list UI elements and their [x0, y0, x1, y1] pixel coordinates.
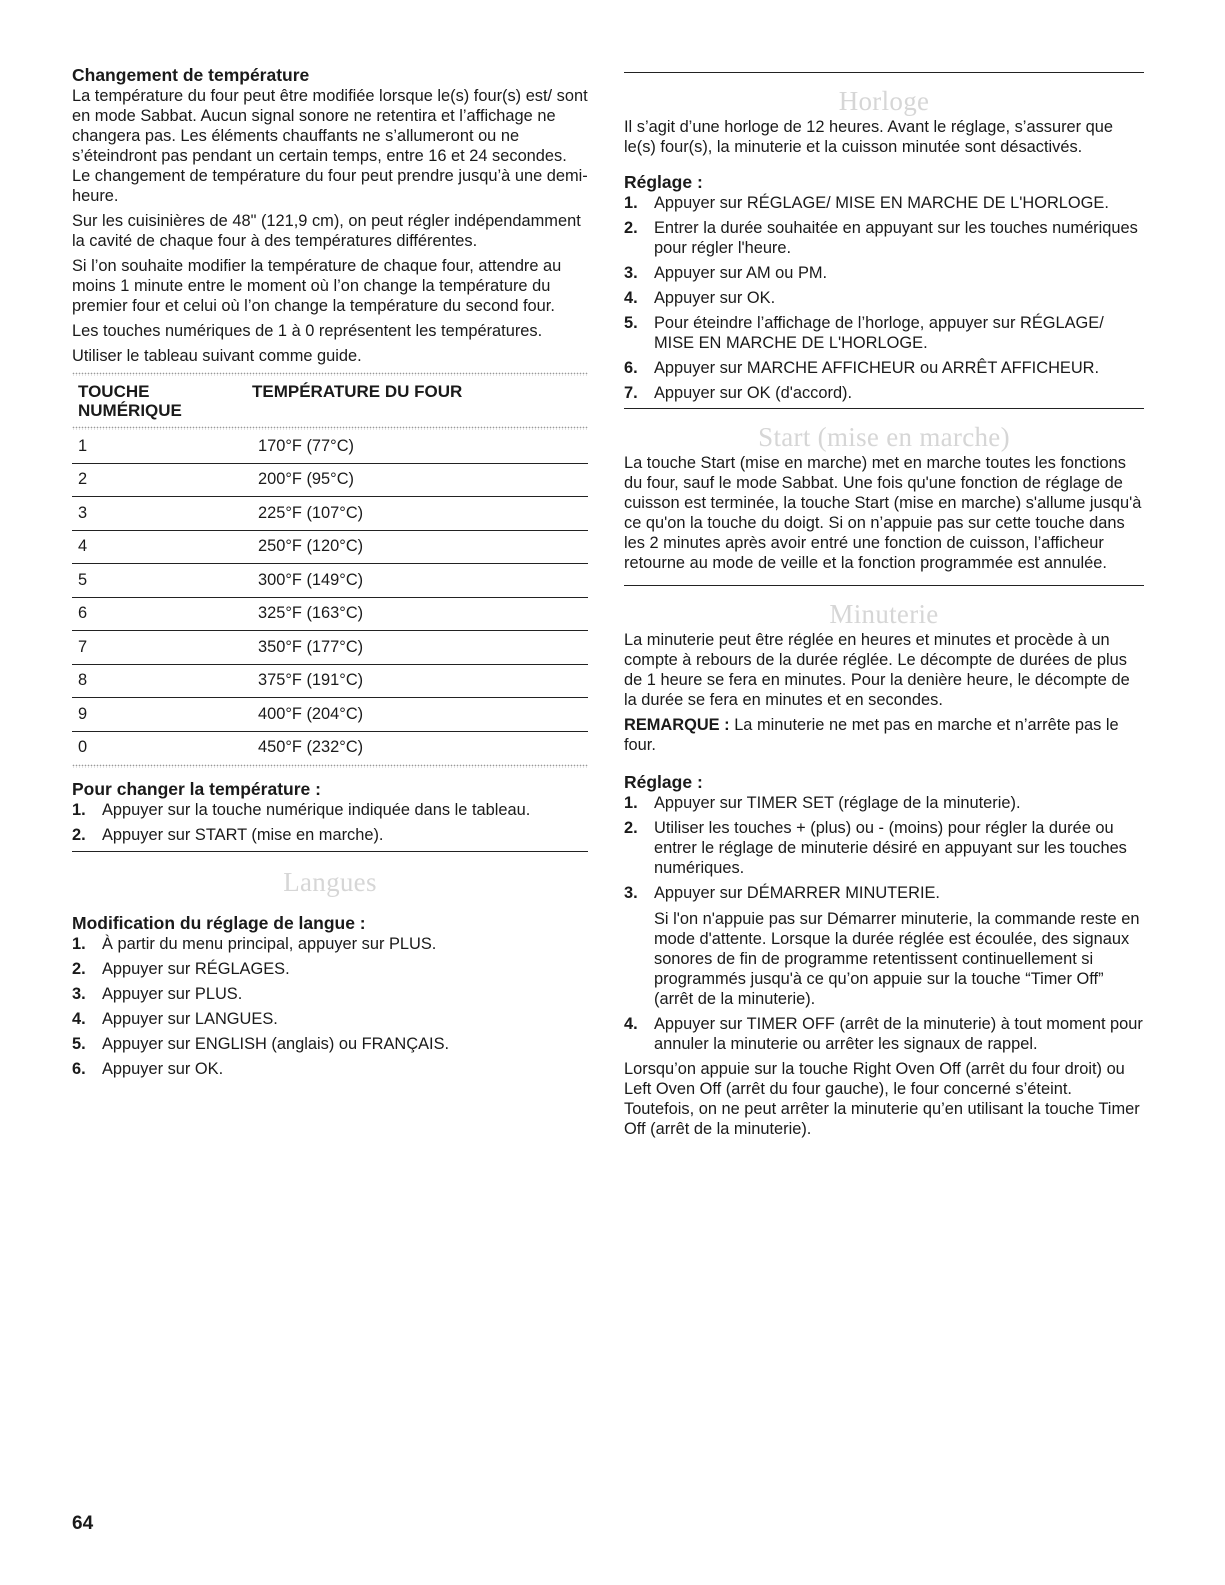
pour-changer-steps — [72, 800, 588, 845]
paragraph: Les touches numériques de 1 à 0 représentent les températures. — [72, 322, 543, 340]
section-divider — [72, 851, 588, 852]
table-row — [72, 497, 588, 531]
section-title-langues: Langues — [283, 867, 377, 897]
step-text: Appuyer sur RÉGLAGE/ MISE EN MARCHE DE L'HORLOGE. — [654, 194, 1109, 212]
temperature-cell: 170°F (77°C) — [258, 436, 355, 455]
step-text: Appuyer sur LANGUES. — [102, 1010, 278, 1028]
table-row — [72, 564, 588, 598]
key-cell: 3 — [78, 503, 88, 522]
horloge-intro: Il s’agit d’une horloge de 12 heures. Avant le réglage, s’assurer que le(s) four(s), la minuterie et la cuisson minutée sont désactivés. — [624, 118, 1114, 156]
step-text: Appuyer sur OK (d'accord). — [654, 384, 853, 402]
list-item: 1. Appuyer sur la touche numérique indiquée dans le tableau. — [72, 801, 531, 819]
step-note: Si l'on n'appuie pas sur Démarrer minuterie, la commande reste en mode d'attente. Lorsque la durée réglée est écoulée, des signaux sonores de fin de programme retentissent continuellement si programmés jusqu'à ce qu’on appuie sur la touche “Timer Off” (arrêt de la minuterie). — [654, 910, 1140, 1008]
section-title-minuterie: Minuterie — [829, 599, 939, 629]
temp-change-heading: Changement de température — [72, 65, 310, 85]
list-item: 3. Appuyer sur DÉMARRER MINUTERIE. Si l'on n'appuie pas sur Démarrer minuterie, la commande reste en mode d'attente. Lorsque la durée réglée est écoulée, des signaux sonores de fin de programme retentissent continuellement si programmés jusqu'à ce qu’on appuie sur la touche “Timer Off” (arrêt de la minuterie). — [624, 883, 1144, 1009]
list-item: 2. Utiliser les touches + (plus) ou - (moins) pour régler la durée ou entrer le réglage de minuterie désiré en appuyant sur les touches numériques. — [624, 819, 1127, 877]
list-item: 1. Appuyer sur TIMER SET (réglage de la minuterie). — [624, 794, 1021, 812]
temperature-cell: 450°F (232°C) — [258, 738, 364, 757]
list-item: 4. Appuyer sur OK. — [624, 289, 776, 307]
step-text: Appuyer sur ENGLISH (anglais) ou FRANÇAIS. — [102, 1035, 450, 1053]
key-cell: 1 — [78, 436, 88, 455]
list-item: 7. Appuyer sur OK (d'accord). — [624, 384, 853, 402]
pour-changer-heading: Pour changer la température : — [72, 779, 321, 799]
list-item: 2. Appuyer sur RÉGLAGES. — [72, 960, 290, 978]
column-header-key: TOUCHE NUMÉRIQUE — [78, 382, 182, 420]
langues-steps — [72, 934, 588, 1079]
list-item: 3. Appuyer sur PLUS. — [72, 985, 243, 1003]
minuterie-closing: Lorsqu’on appuie sur la touche Right Oven Off (arrêt du four droit) ou Left Oven Off (arrêt du four gauche), le four concerné s’éteint. Toutefois, on ne peut arrêter la minuterie qu’en utilisant la touche Timer Off (arrêt de la minuterie). — [624, 1060, 1140, 1138]
key-cell: 6 — [78, 604, 88, 623]
list-item: 2. Entrer la durée souhaitée en appuyant sur les touches numériques pour régler l'heure. — [624, 219, 1138, 257]
page-number: 64 — [72, 1513, 94, 1534]
langues-heading: Modification du réglage de langue : — [72, 913, 366, 933]
list-item: 6. Appuyer sur MARCHE AFFICHEUR ou ARRÊT AFFICHEUR. — [624, 359, 1100, 377]
table-row — [72, 698, 588, 732]
paragraph: Si l’on souhaite modifier la température de chaque four, attendre au moins 1 minute entre le moment où l’on change la température du premier four et celui où l’on change la température du second four. — [72, 257, 562, 315]
temperature-cell: 350°F (177°C) — [258, 637, 364, 656]
key-cell: 8 — [78, 671, 88, 690]
table-row — [72, 430, 588, 464]
step-text: Appuyer sur OK. — [102, 1060, 224, 1078]
temperature-table — [72, 372, 588, 768]
column-header-temperature: TEMPÉRATURE DU FOUR — [252, 382, 463, 401]
table-row — [72, 531, 588, 565]
temperature-cell: 325°F (163°C) — [258, 604, 364, 623]
key-cell: 4 — [78, 537, 88, 556]
table-body — [72, 430, 588, 764]
section-divider — [624, 585, 1144, 586]
step-text: Appuyer sur la touche numérique indiquée dans le tableau. — [102, 801, 531, 819]
list-item: 4. Appuyer sur TIMER OFF (arrêt de la minuterie) à tout moment pour annuler la minuterie ou arrêter les signaux de rappel. — [624, 1015, 1143, 1053]
key-cell: 0 — [78, 738, 88, 757]
list-item: 5. Appuyer sur ENGLISH (anglais) ou FRANÇAIS. — [72, 1035, 450, 1053]
temperature-cell: 225°F (107°C) — [258, 503, 364, 522]
list-item: 6. Appuyer sur OK. — [72, 1060, 224, 1078]
horloge-steps — [624, 193, 1144, 403]
key-cell: 9 — [78, 704, 88, 723]
table-header — [72, 376, 588, 426]
step-text: Pour éteindre l’affichage de l’horloge, appuyer sur RÉGLAGE/ MISE EN MARCHE DE L'HORLOGE. — [654, 314, 1104, 352]
table-row — [72, 732, 588, 765]
temperature-cell: 400°F (204°C) — [258, 704, 364, 723]
minuterie-reglage-heading: Réglage : — [624, 772, 703, 792]
step-text: Appuyer sur RÉGLAGES. — [102, 960, 290, 978]
minuterie-intro: La minuterie peut être réglée en heures et minutes et procède à un compte à rebours de la durée réglée. Le décompte de durées de plus de 1 heure se fera en minutes. Pour la denière heure, le décompte de la durée se fera en minutes et en secondes. — [624, 631, 1130, 709]
step-text: Appuyer sur AM ou PM. — [654, 264, 828, 282]
minuterie-steps — [624, 793, 1144, 1054]
paragraph: Sur les cuisinières de 48" (121,9 cm), on peut régler indépendamment la cavité de chaque four à des températures différentes. — [72, 212, 581, 250]
step-text: À partir du menu principal, appuyer sur PLUS. — [102, 935, 437, 953]
section-divider — [624, 72, 1144, 73]
section-title-start: Start (mise en marche) — [758, 422, 1010, 452]
table-row — [72, 665, 588, 699]
list-item: 2. Appuyer sur START (mise en marche). — [72, 826, 384, 844]
table-row — [72, 598, 588, 632]
horloge-reglage-heading: Réglage : — [624, 172, 703, 192]
temperature-cell: 250°F (120°C) — [258, 537, 364, 556]
section-divider — [624, 408, 1144, 409]
table-row — [72, 631, 588, 665]
remark-label: REMARQUE : — [624, 716, 730, 734]
list-item: 3. Appuyer sur AM ou PM. — [624, 264, 828, 282]
step-text: Appuyer sur MARCHE AFFICHEUR ou ARRÊT AFFICHEUR. — [654, 359, 1100, 377]
step-text: Appuyer sur PLUS. — [102, 985, 243, 1003]
paragraph: La température du four peut être modifiée lorsque le(s) four(s) est/ sont en mode Sabbat. Aucun signal sonore ne retentira et l’affichage ne changera pas. Les éléments chauffants ne s’allumeront ou ne s’éteindront pas pendant un certain temps, entre 16 et 24 secondes. Le changement de température du four peut prendre jusqu’à une demi-heure. — [72, 87, 588, 205]
remark-text: La minuterie ne met pas en marche et n’arrête pas le four. — [624, 716, 1119, 754]
list-item: 4. Appuyer sur LANGUES. — [72, 1010, 278, 1028]
step-text: Appuyer sur OK. — [654, 289, 776, 307]
temperature-cell: 200°F (95°C) — [258, 470, 355, 489]
step-text: Utiliser les touches + (plus) ou - (moins) pour régler la durée ou entrer le réglage de minuterie désiré en appuyant sur les touches numériques. — [654, 819, 1127, 877]
table-bottom-divider — [72, 764, 588, 768]
list-item: 1. Appuyer sur RÉGLAGE/ MISE EN MARCHE DE L'HORLOGE. — [624, 194, 1109, 212]
list-item: 5. Pour éteindre l’affichage de l’horloge, appuyer sur RÉGLAGE/ MISE EN MARCHE DE L'HORLOGE. — [624, 314, 1104, 352]
key-cell: 2 — [78, 470, 88, 489]
section-title-horloge: Horloge — [838, 86, 930, 116]
step-text: Appuyer sur START (mise en marche). — [102, 826, 384, 844]
step-text: Appuyer sur DÉMARRER MINUTERIE. — [654, 884, 940, 902]
paragraph: Utiliser le tableau suivant comme guide. — [72, 347, 362, 365]
step-text: Entrer la durée souhaitée en appuyant sur les touches numériques pour régler l'heure. — [654, 219, 1138, 257]
start-text: La touche Start (mise en marche) met en marche toutes les fonctions du four, sauf le mode Sabbat. Une fois qu'une fonction de réglage de cuisson est terminée, la touche Start (mise en marche) s'allume jusqu'à ce qu'on la touche du doigt. Si on n’appuie pas sur cette touche dans les 2 minutes après avoir entré une fonction de cuisson, l’afficheur retourne au mode de veille et la fonction programmée est annulée. — [624, 454, 1142, 572]
step-text: Appuyer sur TIMER SET (réglage de la minuterie). — [654, 794, 1021, 812]
right-column — [624, 64, 1144, 1144]
table-row — [72, 464, 588, 498]
key-cell: 7 — [78, 637, 88, 656]
list-item: 1. À partir du menu principal, appuyer sur PLUS. — [72, 935, 437, 953]
key-cell: 5 — [78, 570, 88, 589]
minuterie-remark — [624, 715, 1144, 755]
left-column — [72, 64, 588, 1084]
temperature-cell: 300°F (149°C) — [258, 570, 364, 589]
temperature-cell: 375°F (191°C) — [258, 671, 364, 690]
step-text: Appuyer sur TIMER OFF (arrêt de la minuterie) à tout moment pour annuler la minuterie ou arrêter les signaux de rappel. — [654, 1015, 1143, 1053]
